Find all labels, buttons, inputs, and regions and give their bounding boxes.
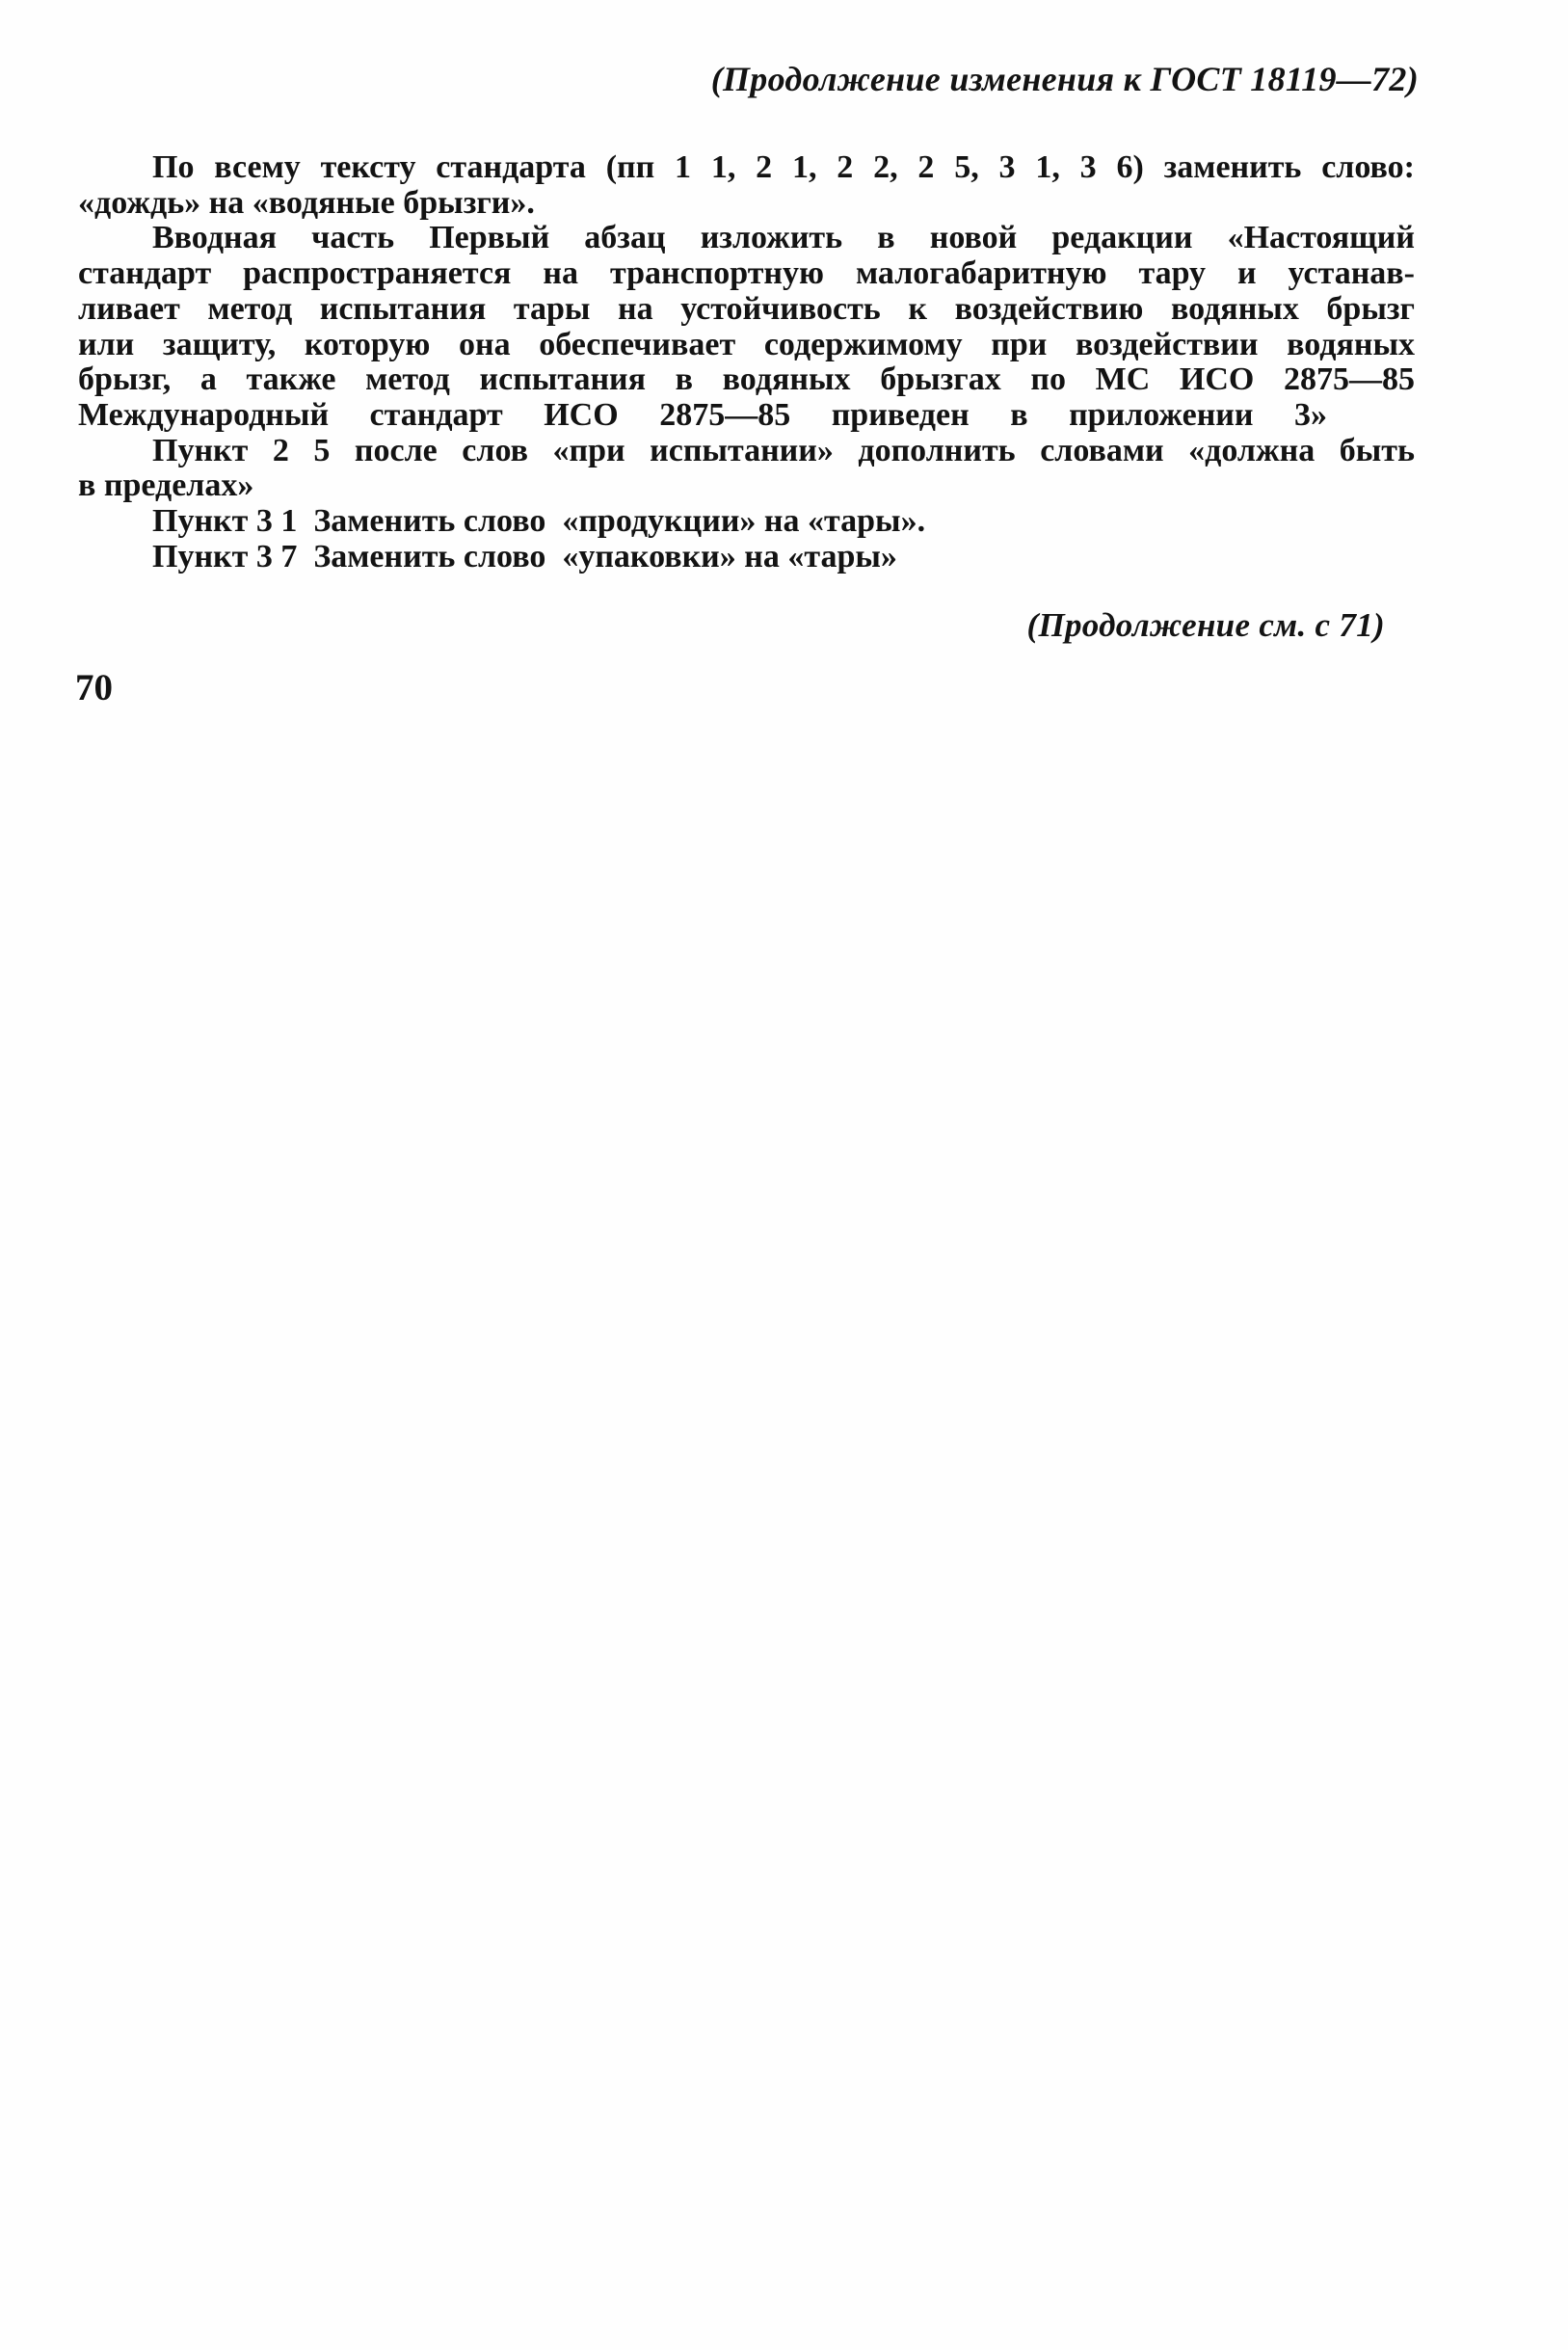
text-line: стандарт распространяется на транспортную малогабаритную тару и устанав-	[78, 255, 1415, 292]
text-line: «дождь» на «водяные брызги».	[78, 184, 535, 221]
document-body	[78, 150, 1415, 574]
page-number: 70	[75, 667, 113, 708]
text-line: Пункт 3 7 Заменить слово «упаковки» на «тары»	[152, 538, 897, 574]
text-line: Пункт 3 1 Заменить слово «продукции» на «тары».	[152, 503, 926, 540]
text-line: Вводная часть Первый абзац изложить в новой редакции «Настоящий	[152, 220, 1415, 256]
text-line: брызг, а также метод испытания в водяных брызгах по МС ИСО 2875—85	[78, 361, 1415, 398]
continuation-footer-note: (Продолжение см. с 71)	[1026, 606, 1385, 644]
text-line: в пределах»	[78, 467, 254, 504]
text-line: Международный стандарт ИСО 2875—85 приведен в приложении 3»	[78, 396, 1327, 433]
paragraph	[78, 504, 1415, 540]
paragraph	[78, 221, 1415, 433]
continuation-header-note: (Продолжение изменения к ГОСТ 18119—72)	[710, 60, 1419, 98]
text-line: Пункт 2 5 после слов «при испытании» дополнить словами «должна быть	[152, 432, 1415, 468]
paragraph	[78, 150, 1415, 221]
paragraph	[78, 540, 1415, 575]
paragraph	[78, 434, 1415, 504]
text-line: ливает метод испытания тары на устойчивость к воздействию водяных брызг	[78, 290, 1415, 327]
text-line: или защиту, которую она обеспечивает содержимому при воздействии водяных	[78, 326, 1415, 362]
text-line: По всему тексту стандарта (пп 1 1, 2 1, 2 2, 2 5, 3 1, 3 6) заменить слово:	[152, 149, 1415, 185]
